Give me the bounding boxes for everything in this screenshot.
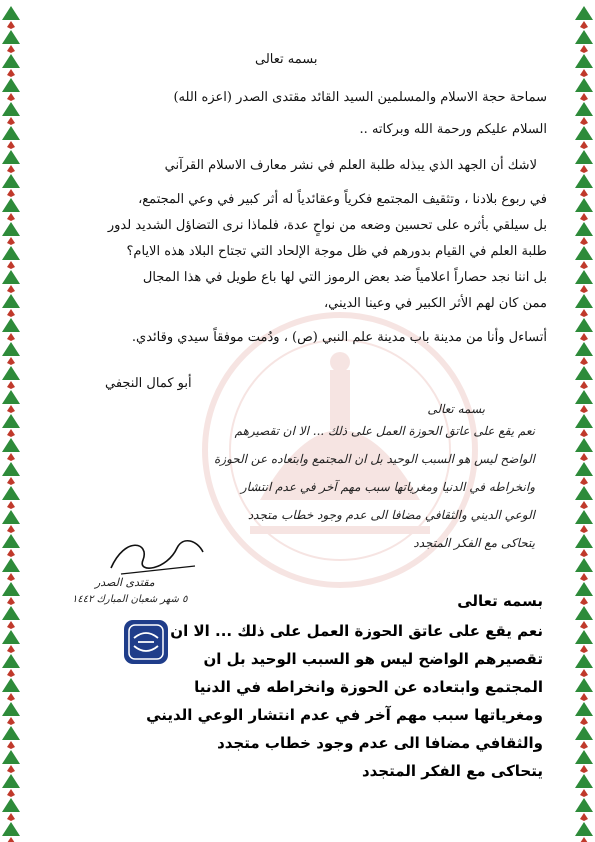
border-leaf-ornament — [575, 606, 593, 620]
border-leaf-ornament — [575, 462, 593, 476]
border-leaf-ornament — [2, 606, 20, 620]
border-diamond-ornament — [7, 693, 15, 701]
border-leaf-ornament — [2, 774, 20, 788]
border-diamond-ornament — [580, 429, 588, 437]
border-diamond-ornament — [7, 333, 15, 341]
handwritten-line: الواضح ليس هو السبب الوحيد بل ان المجتمع وابتعاده عن الحوزة — [213, 452, 535, 466]
border-diamond-ornament — [7, 813, 15, 821]
border-leaf-ornament — [575, 510, 593, 524]
border-leaf-ornament — [575, 270, 593, 284]
border-leaf-ornament — [2, 390, 20, 404]
border-leaf-ornament — [2, 654, 20, 668]
border-leaf-ornament — [2, 294, 20, 308]
letter-body-line: بل اننا نجد حصاراً اعلامياً ضد بعض الرموز التي لها باع طويل في هذا المجال — [142, 270, 547, 285]
border-leaf-ornament — [2, 198, 20, 212]
border-leaf-ornament — [575, 558, 593, 572]
border-diamond-ornament — [580, 477, 588, 485]
watermark-emblem — [190, 300, 490, 600]
border-diamond-ornament — [7, 741, 15, 749]
border-leaf-ornament — [2, 582, 20, 596]
border-diamond-ornament — [7, 285, 15, 293]
handwritten-line: نعم يقع على عاتق الحوزة العمل على ذلك ... الا ان تقصيرهم — [234, 424, 535, 438]
border-diamond-ornament — [580, 789, 588, 797]
border-diamond-ornament — [7, 237, 15, 245]
letter-body-line: بل سيلقي بأثره على تحسين وضعه من نواحٍ عدة، فلماذا نرى التضاؤل الشديد لدور — [107, 218, 547, 233]
border-diamond-ornament — [580, 717, 588, 725]
border-leaf-ornament — [2, 558, 20, 572]
border-leaf-ornament — [575, 822, 593, 836]
border-diamond-ornament — [7, 765, 15, 773]
border-leaf-ornament — [2, 222, 20, 236]
border-leaf-ornament — [2, 318, 20, 332]
letter-addressee: سماحة حجة الاسلام والمسلمين السيد القائد مقتدى الصدر (اعزه الله) — [173, 90, 547, 105]
border-leaf-ornament — [2, 798, 20, 812]
border-leaf-ornament — [2, 366, 20, 380]
transcription-line: المجتمع وابتعاده عن الحوزة وانخراطه في الدنيا — [194, 678, 543, 696]
border-leaf-ornament — [575, 774, 593, 788]
transcription-line: ومغرياتها سبب مهم آخر في عدم انتشار الوعي الديني — [146, 706, 543, 724]
border-diamond-ornament — [7, 453, 15, 461]
border-diamond-ornament — [7, 621, 15, 629]
border-diamond-ornament — [580, 645, 588, 653]
border-leaf-ornament — [2, 150, 20, 164]
letter-body-line: طلبة العلم في القيام بدورهم في ظل موجة الإلحاد التي تجتاح البلاد هذه الايام؟ — [126, 244, 547, 259]
border-diamond-ornament — [7, 45, 15, 53]
border-leaf-ornament — [575, 798, 593, 812]
border-diamond-ornament — [580, 93, 588, 101]
border-leaf-ornament — [575, 702, 593, 716]
border-diamond-ornament — [580, 621, 588, 629]
signature-date: ٥ شهر شعبان المبارك ١٤٤٢ — [72, 594, 188, 605]
border-diamond-ornament — [580, 765, 588, 773]
border-leaf-ornament — [2, 438, 20, 452]
letter-signature: أبو كمال النجفي — [105, 376, 192, 391]
border-diamond-ornament — [7, 69, 15, 77]
border-leaf-ornament — [2, 126, 20, 140]
border-leaf-ornament — [2, 174, 20, 188]
border-diamond-ornament — [580, 693, 588, 701]
border-diamond-ornament — [580, 813, 588, 821]
border-diamond-ornament — [580, 381, 588, 389]
border-diamond-ornament — [7, 645, 15, 653]
border-leaf-ornament — [575, 726, 593, 740]
border-diamond-ornament — [7, 525, 15, 533]
border-diamond-ornament — [7, 213, 15, 221]
border-leaf-ornament — [575, 246, 593, 260]
border-diamond-ornament — [7, 165, 15, 173]
border-leaf-ornament — [575, 366, 593, 380]
border-diamond-ornament — [580, 189, 588, 197]
border-diamond-ornament — [7, 501, 15, 509]
border-leaf-ornament — [2, 462, 20, 476]
border-leaf-ornament — [575, 174, 593, 188]
border-leaf-ornament — [575, 222, 593, 236]
border-diamond-ornament — [7, 837, 15, 842]
letter-body-line: ممن كان لهم الأثر الكبير في وعينا الديني، — [323, 296, 547, 311]
border-leaf-ornament — [575, 390, 593, 404]
transcription-line: بسمه تعالى — [457, 592, 543, 610]
border-leaf-ornament — [2, 822, 20, 836]
border-diamond-ornament — [580, 213, 588, 221]
border-diamond-ornament — [7, 381, 15, 389]
border-leaf-ornament — [2, 750, 20, 764]
border-diamond-ornament — [580, 597, 588, 605]
letter-body-line: في ربوع بلادنا ، وتثقيف المجتمع فكرياً وعقائدياً له أثر كبير في وعي المجتمع، — [138, 192, 547, 207]
border-diamond-ornament — [7, 717, 15, 725]
border-leaf-ornament — [2, 534, 20, 548]
border-diamond-ornament — [580, 525, 588, 533]
border-diamond-ornament — [580, 549, 588, 557]
border-diamond-ornament — [580, 141, 588, 149]
border-leaf-ornament — [2, 30, 20, 44]
border-leaf-ornament — [575, 534, 593, 548]
border-leaf-ornament — [575, 30, 593, 44]
border-leaf-ornament — [2, 246, 20, 260]
border-leaf-ornament — [575, 318, 593, 332]
border-diamond-ornament — [580, 237, 588, 245]
border-diamond-ornament — [580, 405, 588, 413]
border-leaf-ornament — [575, 150, 593, 164]
border-leaf-ornament — [575, 102, 593, 116]
border-diamond-ornament — [580, 45, 588, 53]
border-diamond-ornament — [7, 357, 15, 365]
border-diamond-ornament — [580, 21, 588, 29]
border-diamond-ornament — [7, 597, 15, 605]
border-diamond-ornament — [7, 309, 15, 317]
border-leaf-ornament — [575, 6, 593, 20]
border-diamond-ornament — [7, 141, 15, 149]
handwritten-line: الوعي الديني والثقافي مضافا الى عدم وجود خطاب متجدد — [247, 508, 535, 522]
border-leaf-ornament — [2, 630, 20, 644]
border-leaf-ornament — [575, 294, 593, 308]
border-diamond-ornament — [7, 405, 15, 413]
border-diamond-ornament — [580, 165, 588, 173]
border-diamond-ornament — [580, 357, 588, 365]
border-diamond-ornament — [580, 309, 588, 317]
blue-seal-stamp — [120, 616, 172, 668]
border-leaf-ornament — [575, 654, 593, 668]
border-diamond-ornament — [580, 333, 588, 341]
border-diamond-ornament — [7, 573, 15, 581]
border-diamond-ornament — [580, 261, 588, 269]
left-border-ornament — [0, 0, 22, 842]
border-diamond-ornament — [7, 789, 15, 797]
border-leaf-ornament — [575, 486, 593, 500]
border-diamond-ornament — [580, 69, 588, 77]
border-diamond-ornament — [7, 189, 15, 197]
border-diamond-ornament — [580, 285, 588, 293]
border-diamond-ornament — [580, 453, 588, 461]
transcription-line: نعم يقع على عاتق الحوزة العمل على ذلك ... الا ان — [170, 622, 543, 640]
transcription-line: تقصيرهم الواضح ليس هو السبب الوحيد بل ان — [203, 650, 543, 668]
letter-basmala: بسمه تعالى — [255, 52, 318, 67]
handwritten-line: يتحاكى مع الفكر المتجدد — [413, 536, 535, 550]
border-leaf-ornament — [575, 630, 593, 644]
border-leaf-ornament — [575, 750, 593, 764]
border-diamond-ornament — [7, 549, 15, 557]
signature-name: مقتدى الصدر — [95, 576, 155, 589]
border-leaf-ornament — [575, 198, 593, 212]
border-leaf-ornament — [2, 510, 20, 524]
border-diamond-ornament — [7, 117, 15, 125]
transcription-line: والثقافي مضافا الى عدم وجود خطاب متجدد — [217, 734, 543, 752]
border-diamond-ornament — [580, 573, 588, 581]
border-leaf-ornament — [2, 486, 20, 500]
border-leaf-ornament — [575, 78, 593, 92]
border-leaf-ornament — [2, 678, 20, 692]
border-diamond-ornament — [7, 477, 15, 485]
border-leaf-ornament — [575, 438, 593, 452]
letter-body-line: أتساءل وأنا من مدينة باب مدينة علم النبي (ص) ، ودُمت موفقاً سيدي وقائدي. — [131, 330, 547, 345]
border-leaf-ornament — [2, 726, 20, 740]
border-diamond-ornament — [7, 669, 15, 677]
handwritten-signature-scribble — [105, 530, 210, 580]
border-leaf-ornament — [2, 78, 20, 92]
border-leaf-ornament — [2, 54, 20, 68]
border-diamond-ornament — [7, 21, 15, 29]
border-leaf-ornament — [2, 342, 20, 356]
border-diamond-ornament — [7, 429, 15, 437]
border-diamond-ornament — [580, 117, 588, 125]
border-leaf-ornament — [575, 54, 593, 68]
right-border-ornament — [573, 0, 595, 842]
handwritten-line: وانخراطه في الدنيا ومغرياتها سبب مهم آخر في عدم انتشار — [240, 480, 535, 494]
border-diamond-ornament — [7, 93, 15, 101]
border-leaf-ornament — [575, 678, 593, 692]
border-diamond-ornament — [580, 837, 588, 842]
border-diamond-ornament — [7, 261, 15, 269]
border-leaf-ornament — [2, 414, 20, 428]
border-leaf-ornament — [2, 102, 20, 116]
letter-body-line: لاشك أن الجهد الذي يبذله طلبة العلم في نشر معارف الاسلام القرآني — [164, 158, 537, 173]
border-diamond-ornament — [580, 741, 588, 749]
border-leaf-ornament — [2, 270, 20, 284]
border-leaf-ornament — [575, 414, 593, 428]
border-leaf-ornament — [2, 702, 20, 716]
border-leaf-ornament — [2, 6, 20, 20]
handwritten-line: بسمه تعالى — [427, 402, 485, 416]
border-leaf-ornament — [575, 342, 593, 356]
border-diamond-ornament — [580, 669, 588, 677]
transcription-line: يتحاكى مع الفكر المتجدد — [361, 762, 543, 780]
letter-greeting: السلام عليكم ورحمة الله وبركاته .. — [359, 122, 547, 137]
border-diamond-ornament — [580, 501, 588, 509]
border-leaf-ornament — [575, 582, 593, 596]
border-leaf-ornament — [575, 126, 593, 140]
